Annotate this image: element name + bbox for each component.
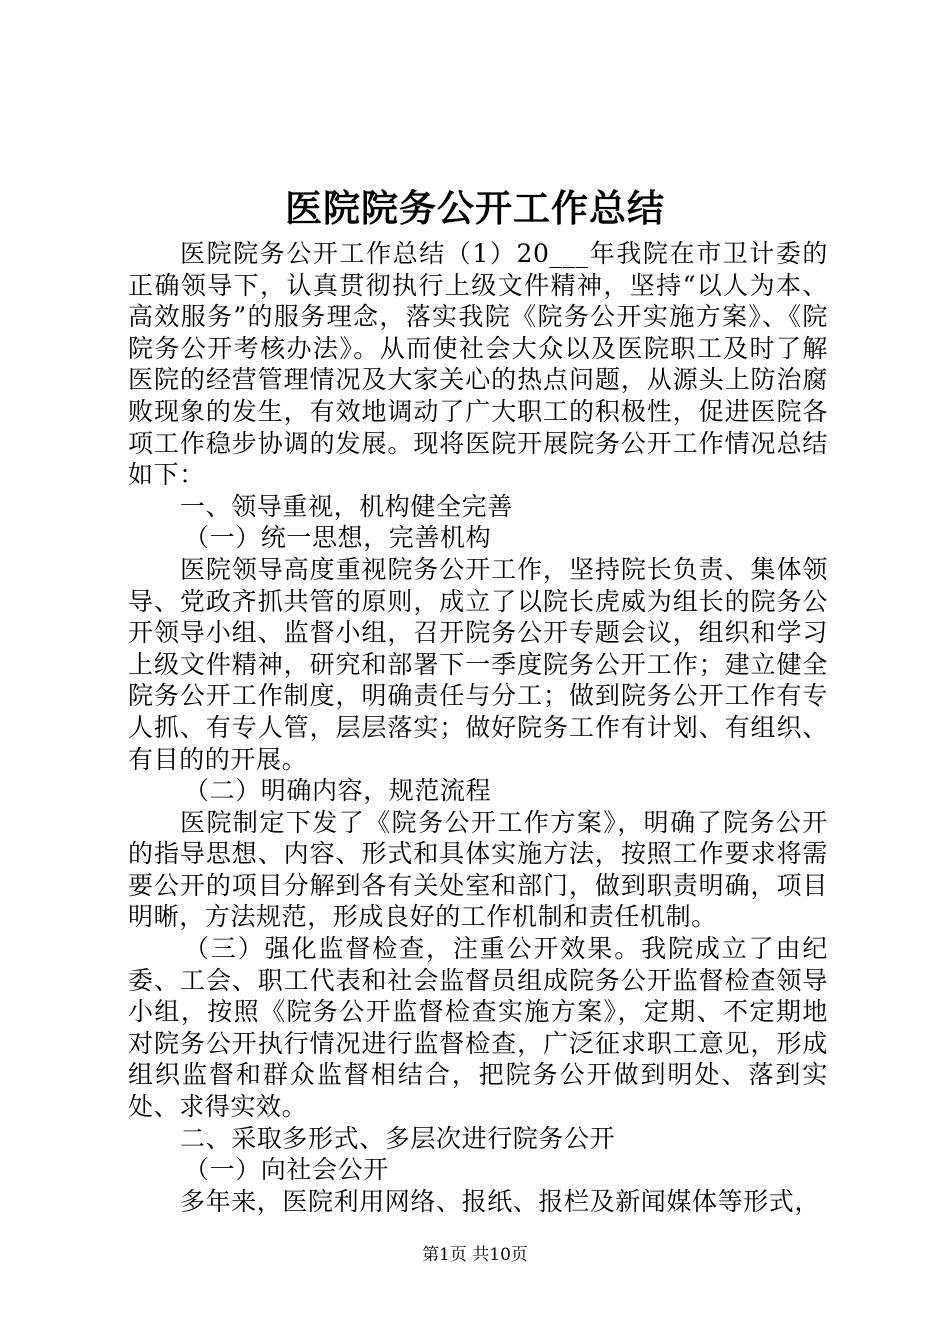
subsection-heading-2-1: （一）向社会公开 (184, 1155, 389, 1185)
subsection-heading-1-2: （二）明确内容，规范流程 (184, 776, 492, 806)
document-body (128, 238, 828, 1217)
subsection-heading-1-1: （一）统一思想，完善机构 (184, 523, 492, 553)
paragraph-intro: 医院院务公开工作总结（1）20___年我院在市卫计委的正确领导下，认真贯彻执行上级文件精神，坚持“以人为本、高效服务”的服务理念，落实我院《院务公开实施方案》、《院院务公开考核办法》。从而使社会大众以及医院职工及时了解医院的经营管理情况及大家关心的热点问题，从源头上防治腐败现象的发生，有效地调动了广大职工的积极性，促进医院各项工作稳步协调的发展。现将医院开展院务公开工作情况总结如下： (128, 239, 828, 490)
paragraph-public: 多年来，医院利用网络、报纸、报栏及新闻媒体等形式， (180, 1186, 821, 1216)
paragraph-supervision: （三）强化监督检查，注重公开效果。我院成立了由纪委、工会、职工代表和社会监督员组成院务公开监督检查领导小组，按照《院务公开监督检查实施方案》，定期、不定期地对院务公开执行情况进行监督检查，广泛征求职工意见，形成组织监督和群众监督相结合，把院务公开做到明处、落到实处、求得实效。 (128, 934, 828, 1122)
page-footer: 第1页 共10页 (422, 1245, 528, 1265)
paragraph-content: 医院制定下发了《院务公开工作方案》，明确了院务公开的指导思想、内容、形式和具体实施方法，按照工作要求将需要公开的项目分解到各有关处室和部门，做到职责明确，项目明晰，方法规范，形成良好的工作机制和责任机制。 (128, 807, 828, 932)
section-heading-1: 一、领导重视，机构健全完善 (180, 491, 513, 521)
document-title: 医院院务公开工作总结 (285, 186, 665, 230)
section-heading-2: 二、采取多形式、多层次进行院务公开 (180, 1123, 616, 1153)
paragraph-leadership: 医院领导高度重视院务公开工作，坚持院长负责、集体领导、党政齐抓共管的原则，成立了以院长虎威为组长的院务公开领导小组、监督小组，召开院务公开专题会议，组织和学习上级文件精神，研究和部署下一季度院务公开工作；建立健全院务公开工作制度，明确责任与分工；做到院务公开工作有专人抓、有专人管，层层落实；做好院务工作有计划、有组织、有目的的开展。 (128, 554, 828, 774)
